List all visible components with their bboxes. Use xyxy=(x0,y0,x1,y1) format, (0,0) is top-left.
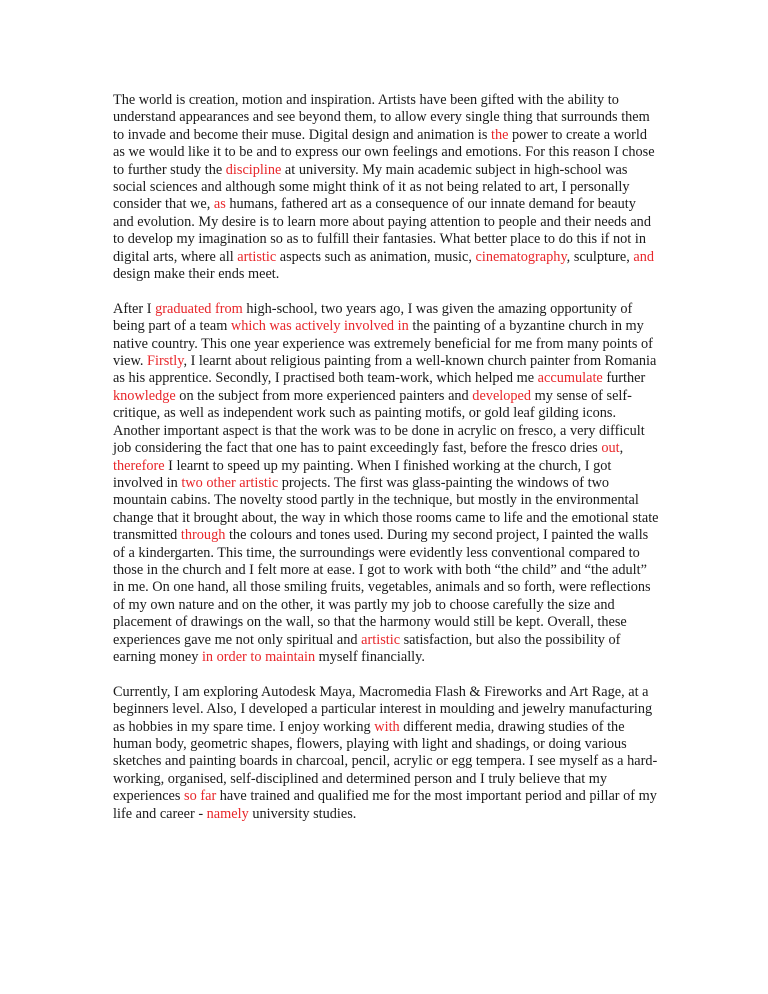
highlighted-text: discipline xyxy=(225,161,282,178)
highlighted-text: artistic xyxy=(361,631,401,648)
text-run: the painting of a byzantine church in my native country. This one year experience was extremely beneficial for me from many points of view. xyxy=(113,318,653,370)
paragraph-1 xyxy=(113,92,659,283)
highlighted-text: Firstly xyxy=(147,353,184,370)
highlighted-text: developed xyxy=(472,387,532,404)
text-run: high-school, two years ago, I was given the amazing opportunity of being part of a team xyxy=(113,300,633,335)
text-run: different media, drawing studies of the human body, geometric shapes, flowers, playing with light and shadings, or doing various sketches and painting boards in charcoal, pencil, acrylic or egg tempera. I see myself as a hard-working, organised, self-disciplined and determined person and I truly believe that my experiences xyxy=(113,718,658,805)
highlighted-text: which was actively involved in xyxy=(230,318,409,335)
text-run: the colours and tones used. During my second project, I painted the walls of a kindergarten. This time, the surroundings were evidently less conventional compared to those in the church and I felt more at ease. I got to work with both “the child” and “the adult” in me. On one hand, all those smiling fruits, vegetables, animals and so forth, were reflections of my own nature and on the other, it was partly my job to choose carefully the size and placement of drawings on the wall, so that the harmony would still be kept. Overall, these experiences gave me not only spiritual and xyxy=(113,527,651,648)
text-run: on the subject from more experienced painters and xyxy=(175,387,473,404)
text-run: myself financially. xyxy=(315,648,425,665)
highlighted-text: as xyxy=(213,196,226,213)
text-run: university studies. xyxy=(248,805,357,822)
text-run: projects. The first was glass-painting the windows of two mountain cabins. The novelty stood partly in the technique, but mostly in the environmental change that it brought about, the way in which those rooms came to life and the emotional state transmitted xyxy=(113,474,659,544)
highlighted-text: namely xyxy=(206,805,249,822)
highlighted-text: knowledge xyxy=(113,387,176,404)
text-run: Currently, I am exploring Autodesk Maya, Macromedia Flash & Fireworks and Art Rage, at a beginners level. Also, I developed a particular interest in moulding and jewelry manufacturing as hobbies in my spare time. I enjoy working xyxy=(113,683,653,735)
document-body xyxy=(113,92,659,840)
text-run: design make their ends meet. xyxy=(113,266,280,283)
paragraph-3 xyxy=(113,684,659,823)
highlighted-text: so far xyxy=(184,788,217,805)
highlighted-text: in order to maintain xyxy=(201,648,316,665)
text-run: humans, fathered art as a consequence of our innate demand for beauty and evolution. My desire is to learn more about paying attention to people and their needs and to develop my imagination so as to fulfill their fantasies. What better place to do this if not in digital arts, where all xyxy=(113,196,651,265)
highlighted-text: accumulate xyxy=(537,370,603,387)
text-run: at university. My main academic subject in high-school was social sciences and although some might think of it as not being related to art, I personally consider that we, xyxy=(113,161,630,213)
text-run: power to create a world as we would like it to be and to express our own feelings and emotions. For this reason I chose to further study the xyxy=(113,126,655,178)
highlighted-text: and xyxy=(633,248,655,265)
highlighted-text: cinematography xyxy=(475,248,567,265)
highlighted-text: with xyxy=(374,718,400,735)
highlighted-text: out xyxy=(601,440,620,457)
text-run: , xyxy=(619,440,624,457)
text-run: , I learnt about religious painting from a well-known church painter from Romania as his apprentice. Secondly, I practised both team-work, which helped me xyxy=(113,353,657,387)
text-run: further xyxy=(602,370,646,387)
text-run: satisfaction, but also the possibility of earning money xyxy=(113,631,621,665)
highlighted-text: graduated from xyxy=(155,300,243,317)
text-run: , sculpture, xyxy=(566,248,634,265)
text-run: have trained and qualified me for the most important period and pillar of my life and career - xyxy=(113,788,657,822)
text-run: After I xyxy=(113,300,156,317)
text-run: The world is creation, motion and inspiration. Artists have been gifted with the ability to understand appearances and see beyond them, to allow every single thing that surrounds them to invade and become their muse. Digital design and animation is xyxy=(113,92,650,143)
text-run: my sense of self-critique, as well as independent work such as painting motifs, or gold leaf gilding icons. Another important aspect is that the work was to be done in acrylic on fresco, a very difficult job considering the fact that one has to paint exceedingly fast, before the fresco dries xyxy=(113,387,645,457)
text-run: aspects such as animation, music, xyxy=(276,248,476,265)
highlighted-text: through xyxy=(180,527,226,544)
highlighted-text: therefore xyxy=(113,457,165,474)
highlighted-text: two other artistic xyxy=(181,474,279,491)
highlighted-text: artistic xyxy=(237,248,277,265)
text-run: I learnt to speed up my painting. When I finished working at the church, I got involved in xyxy=(113,457,612,491)
highlighted-text: the xyxy=(490,126,509,143)
paragraph-2 xyxy=(113,301,659,667)
